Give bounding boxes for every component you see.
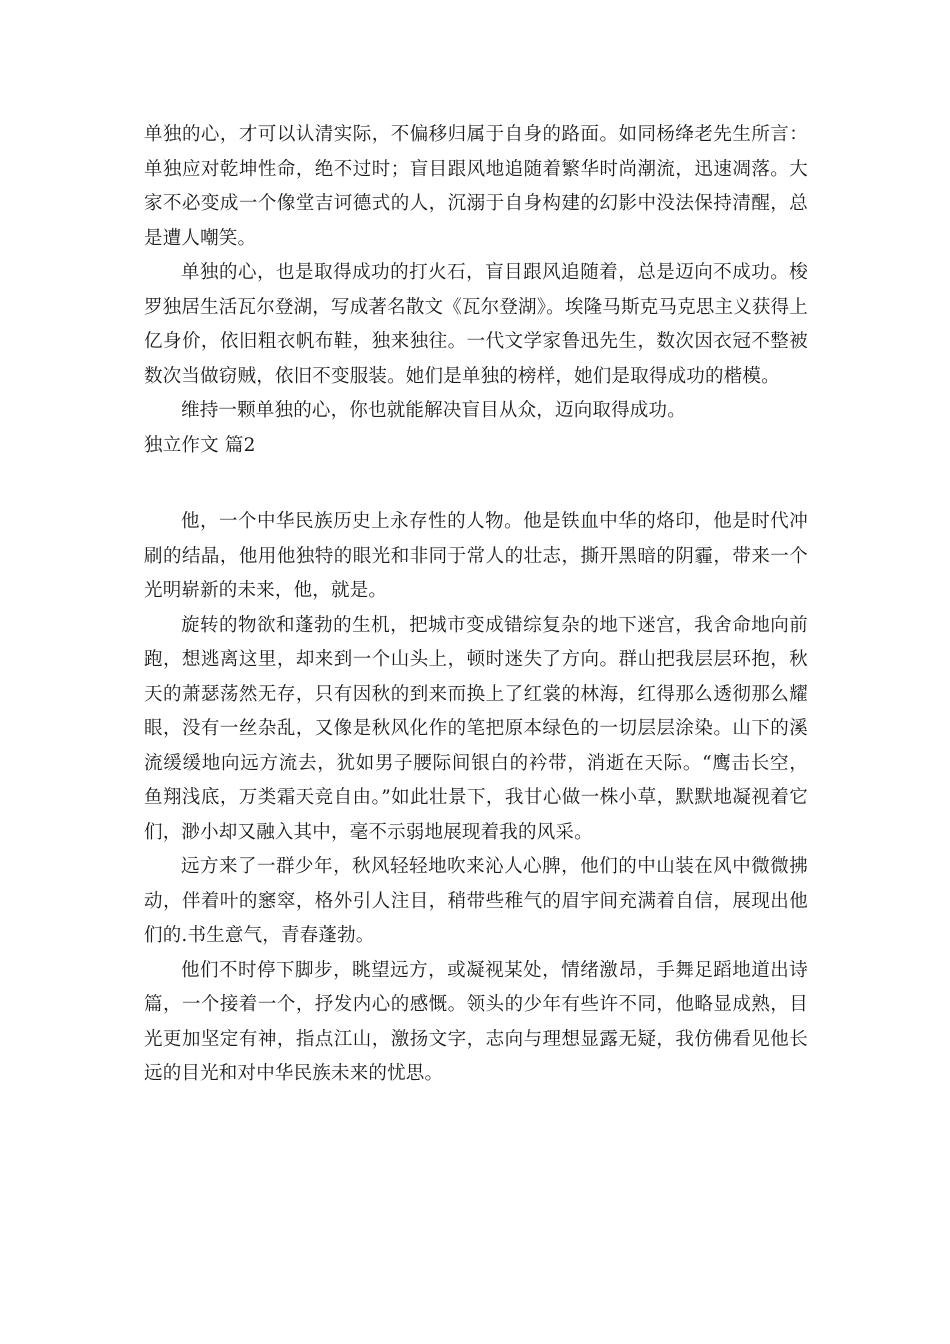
spacer [144, 463, 808, 505]
document-page [144, 118, 808, 1092]
paragraph: 旋转的物欲和蓬勃的生机，把城市变成错综复杂的地下迷宫，我舍命地向前跑，想逃离这里，却来到一个山头上，顿时迷失了方向。群山把我层层环抱，秋天的萧瑟荡然无存，只有因秋的到来而换上了红裳的林海，红得那么透彻那么耀眼，没有一丝杂乱，又像是秋风化作的笔把原本绿色的一切层层涂染。山下的溪流缓缓地向远方流去，犹如男子腰际间银白的衿带，消逝在天际。“鹰击长空，鱼翔浅底，万类霜天竞自由。”如此壮景下，我甘心做一株小草，默默地凝视着它们，渺小却又融入其中，毫不示弱地展现着我的风采。 [144, 614, 808, 843]
paragraph: 他，一个中华民族历史上永存性的人物。他是铁血中华的烙印，他是时代冲刷的结晶，他用他独特的眼光和非同于常人的壮志，撕开黑暗的阴霾，带来一个光明崭新的未来，他，就是。 [144, 511, 808, 601]
paragraph: 单独的心，也是取得成功的打火石，盲目跟风追随着，总是迈向不成功。梭罗独居生活瓦尔登湖，写成著名散文《瓦尔登湖》。埃隆马斯克马克思主义获得上亿身价，依旧粗衣帆布鞋，独来独往。一代文学家鲁迅先生，数次因衣冠不整被数次当做窃贼，依旧不变服装。她们是单独的榜样，她们是取得成功的楷模。 [144, 262, 808, 387]
paragraph: 单独的心，才可以认清实际，不偏移归属于自身的路面。如同杨绛老先生所言：单独应对乾坤性命，绝不过时；盲目跟风地追随着繁华时尚潮流，迅速凋落。大家不必变成一个像堂吉诃德式的人，沉溺于自身构建的幻影中没法保持清醒，总是遭人嘲笑。 [144, 124, 808, 249]
section-heading: 独立作文 篇2 [144, 434, 256, 456]
paragraph: 远方来了一群少年，秋风轻轻地吹来沁人心脾，他们的中山装在风中微微拂动，伴着叶的窸窣，格外引人注目，稍带些稚气的眉宇间充满着自信，展现出他们的.书生意气，青春蓬勃。 [144, 856, 808, 946]
paragraph: 他们不时停下脚步，眺望远方，或凝视某处，情绪激昂，手舞足蹈地道出诗篇，一个接着一个，抒发内心的感慨。领头的少年有些许不同，他略显成熟，目光更加坚定有神，指点江山，激扬文字，志向与理想显露无疑，我仿佛看见他长远的目光和对中华民族未来的忧思。 [144, 959, 808, 1084]
paragraph: 维持一颗单独的心，你也就能解决盲目从众，迈向取得成功。 [181, 400, 686, 421]
